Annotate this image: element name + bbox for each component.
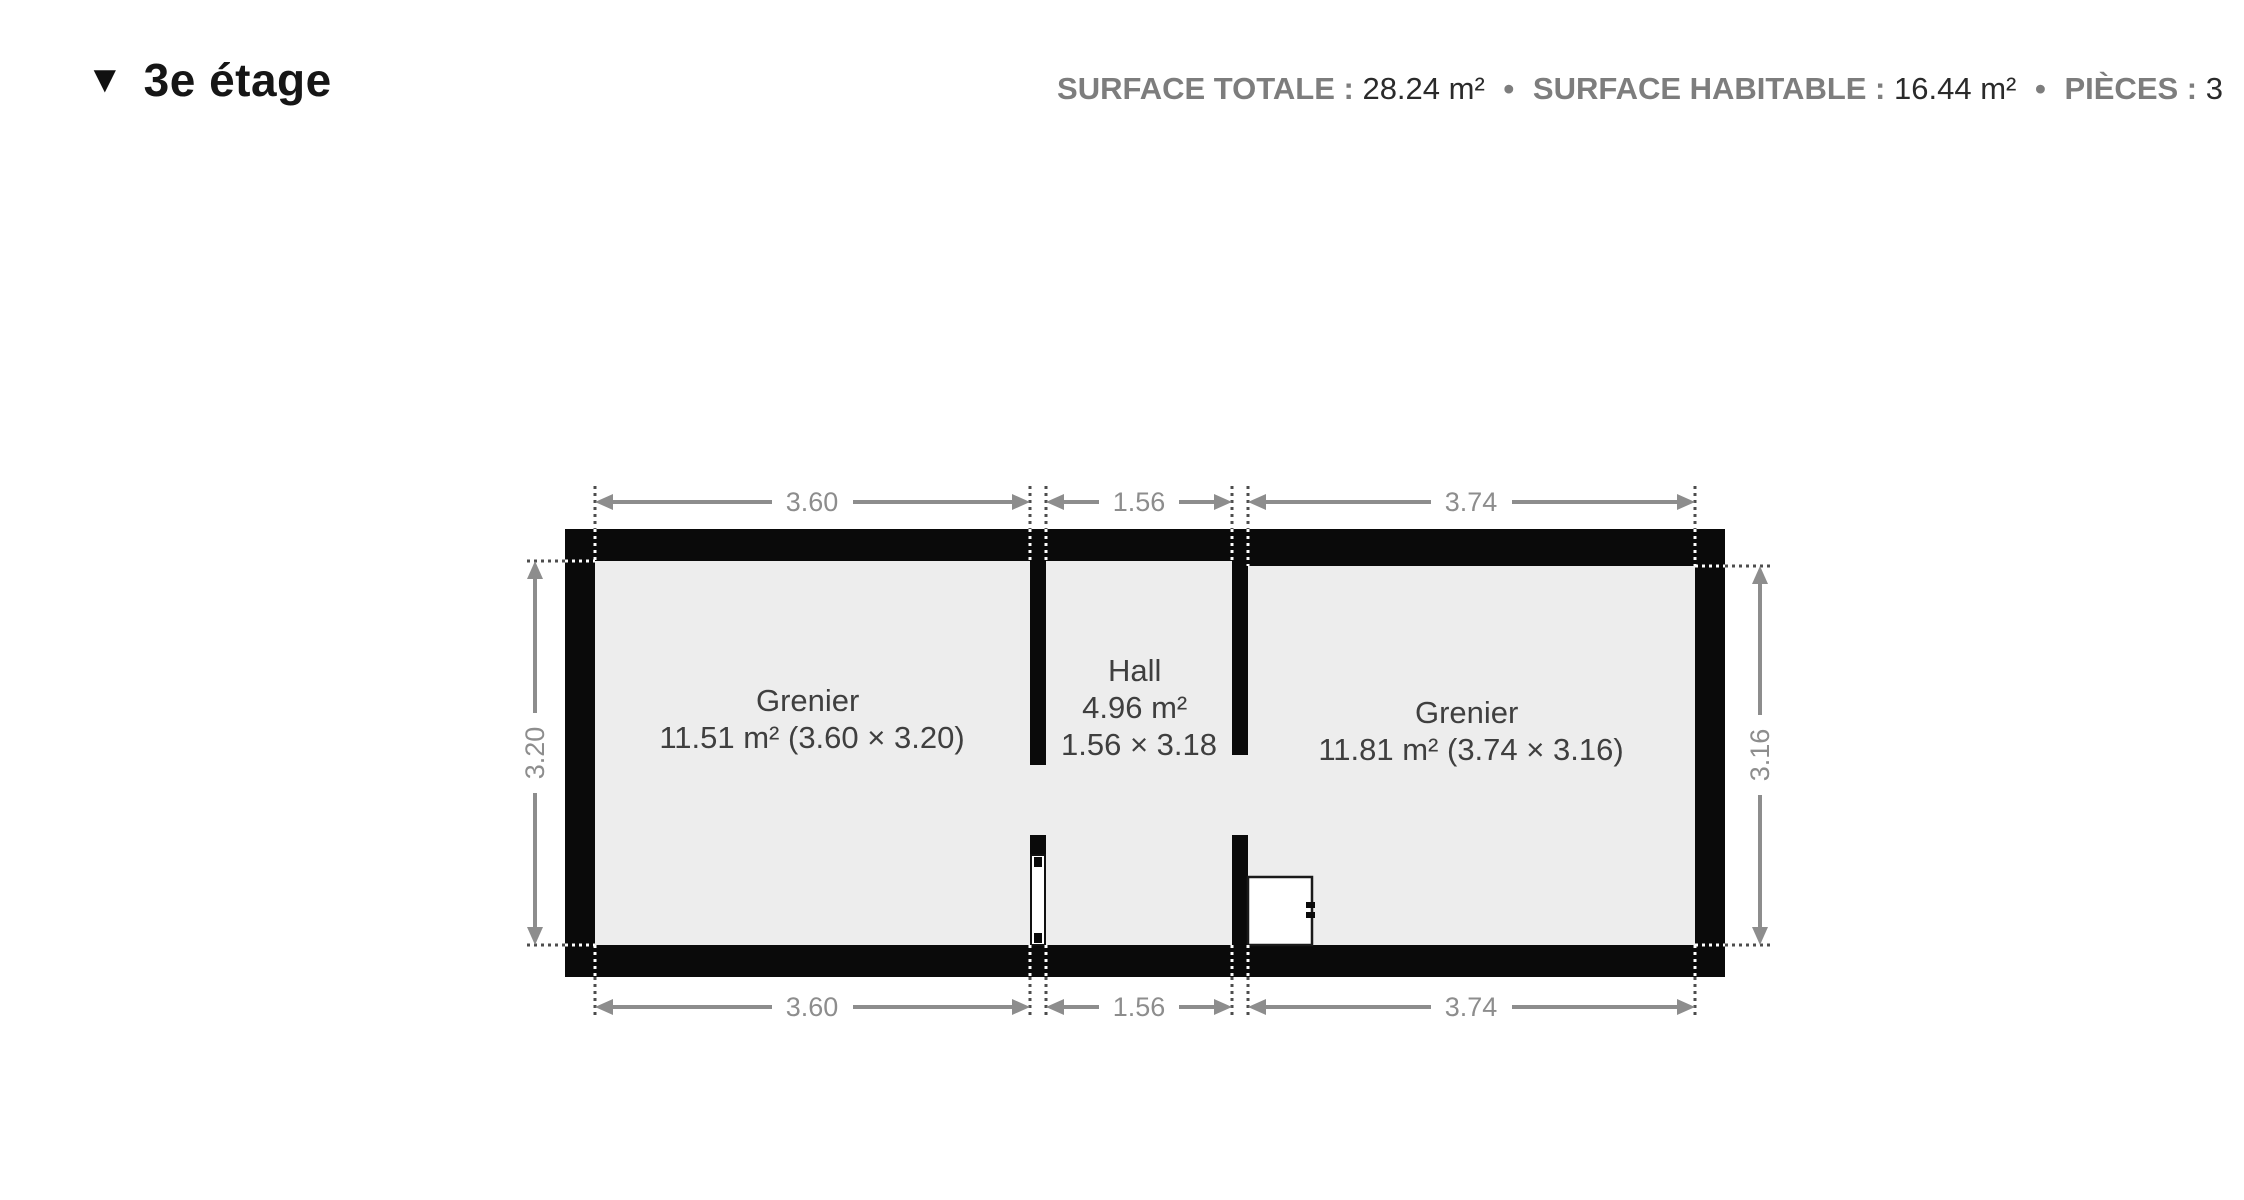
dim-right: 3.16 [1745, 728, 1775, 782]
partition-wall-left [1030, 561, 1046, 765]
room-name: Grenier [756, 683, 860, 718]
dim-top-middle: 1.56 [1112, 487, 1166, 517]
partition-wall-right-lower [1232, 835, 1248, 945]
top-wall-right-strip [1248, 561, 1695, 566]
room-area: 11.81 m² (3.74 × 3.16) [1318, 732, 1624, 767]
stat-pieces-label: PIÈCES : [2064, 71, 2198, 106]
dim-bottom-middle: 1.56 [1112, 992, 1166, 1022]
stat-pieces-value: 3 [2205, 71, 2223, 106]
floor-title: 3e étage [143, 54, 332, 106]
dim-bottom-right: 3.74 [1444, 992, 1498, 1022]
room-name: Hall [1107, 653, 1162, 688]
dim-left: 3.20 [520, 726, 550, 780]
stats-separator: • [2034, 71, 2046, 106]
collapse-triangle-icon: ▼ [86, 59, 124, 101]
dim-top-left: 3.60 [785, 487, 839, 517]
room-name: Grenier [1415, 695, 1519, 730]
room-dims: 1.56 × 3.18 [1061, 727, 1217, 762]
dim-top-right: 3.74 [1444, 487, 1498, 517]
room-area: 4.96 m² [1082, 690, 1188, 725]
partition-wall-left-stub [1030, 835, 1046, 855]
stats-separator: • [1503, 71, 1515, 106]
door-left-leaf [1031, 855, 1045, 945]
door-right-leaf [1248, 877, 1315, 945]
stat-surface-habitable-value: 16.44 m² [1894, 71, 2017, 106]
stat-surface-totale-label: SURFACE TOTALE : [1057, 71, 1354, 106]
stat-surface-totale-value: 28.24 m² [1362, 71, 1485, 106]
floor-stats [1057, 72, 2223, 106]
stat-surface-habitable-label: SURFACE HABITABLE : [1532, 71, 1886, 106]
partition-wall-right [1232, 561, 1248, 755]
floor-section-toggle[interactable] [86, 56, 332, 104]
room-area: 11.51 m² (3.60 × 3.20) [659, 720, 965, 755]
dim-bottom-left: 3.60 [785, 992, 839, 1022]
